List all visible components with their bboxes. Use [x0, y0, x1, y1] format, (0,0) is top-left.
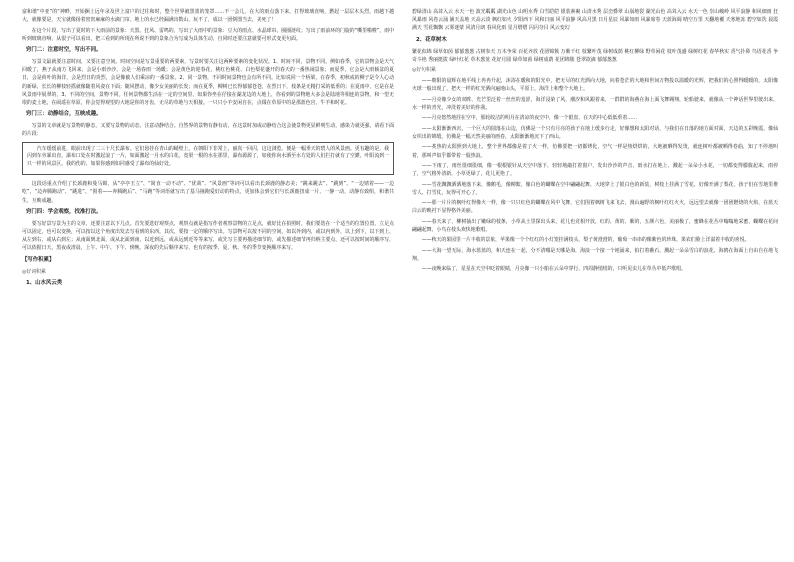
sentence-item: ——大海一望无际，海水蓝蓝的，和天连在一起，分不清哪是天哪是海，海浪一个接一个地涌来，拍打着礁石，溅起一朵朵雪白的浪花，海鸥在海面上自由自在地飞翔。 [412, 247, 778, 262]
right-column [412, 8, 778, 554]
sentence-item: ——月亮像少女的双眸，光芒里泛着一丝丝的羞涩，海洋浸染了风，潮汐和风跟着来，一群群的海燕在海上面飞舞翱翔，轮船驶来，就像从一个神话世界里驶出来，水一样的青光，冲洗着美好的你我。 [412, 96, 778, 111]
sentence-item: ——雪花飘飘洒洒地落下来，像鹅毛，像柳絮，像白色的蝴蝶在空中翩翩起舞，大地穿上了银白色的新装，树枝上挂满了雪花，好像开满了梨花，孩子们在雪地里堆雪人、打雪仗，玩得可开心了。 [412, 181, 778, 196]
sentence-item: ——月亮悠然地挂在空中，那轮皎洁的明月在清凉的夜空中，像一个银盘，在天的中心低低垂着…… [421, 115, 637, 122]
good-words-label: ◎好词积累 [22, 268, 46, 275]
vocab-list: 碧绿清山 高耸入云 水天一色 波光粼粼 湖光山色 山明水秀 白雪皑皑 银装素裹 山清水秀 层峦叠翠 山崩地裂 湖光山色 高耸入云 水天一色 崇山峻岭 风平浪静 和风细雨 狂风暴雨 风卷云涌 铺天盖地 天高云淡 枫红如火 夕阳西下 风和日丽 风平浪静 风高月黑 日月星辰 风暴如雨 风暴席卷 天蓝海阔 晴空万里 天翻地覆 天寒地冻 碧空如洗 晨霞满天 雪花飘飘 云雾迷蒙 风清月朗 春风化雨 星月熠熠 闪闪夺目 风云变幻 [412, 9, 778, 32]
paragraph: 写景文最就要注意时间，又要注意空间。时间空间是写景重要的两要素，写景时要关注这两种要素的变化状况。1、时间不同，景物不同。例如春季，它的景物会是天气回暖了，燕子从南方飞回来，会是小雨沙沙，会是一场春雨一场暖；会是黄色的迎春花，桃红色桃花、白色梨花盛开的春天的一番热闹景象；而夏季，它会是大雨倾盆的夏日，会是荷叶的海洋，会是烈日的炎烈，会是像被人们乘凉的一番景象。2、同一景物，不同时间景物也会有所不同。比如说同一个桥梁，在春季，初秋或的柳子是令人心动的新绿，长长的柳枝轻摇就像随着风姿在下面；随风摆动，像少女美丽的长发；而在夏季，柳树已长得郁郁苍苍，在烈日下，枝条是无精打采的低垂的；在夏雨中，它是在是风景雨中展翠的，3、不同的空间，景物不同。任何景物都生活在一定的空间里，如果你坐在仔接在湖龙边的大地上，你看到的景物地大多会是陆地等相连的景物，和一望无垠的麦土地，在闹遥在草原，你会觉得观望的大地是你的牙齿，无尽的草地与天相接。一只只小羊安闲自在，点缀在草原中的是那蓝色宫，牛羊和时花。 [22, 59, 394, 107]
writing-accumulation-heading: 【写作积累】 [22, 256, 55, 263]
paragraph: 写景的文章就是写景物的静态，又要写景物的动态，注意动静结合。自然界的景物有静有动，在这景时加或动静结合这会使景物更显鲜明生动，感染力就更强，请看下面的片段： [22, 123, 394, 138]
section-heading: 窍门二：注意时空，写出不同。 [26, 47, 102, 53]
sentence-item: ——朝阳的晨辉在地平线上冉冉升起，沐浴在暖和的阳光中，把无尽的红光洒向大地，向着苍茫的大地和世间万物投以温暖的光辉，把我们的心照得暖暖的，太阳像火球一般出现了，把火一样的红光洒向遍地山头，平原上，海洋上和整个大地上。 [412, 78, 778, 93]
sentence-item: ——夜晚来临了，星星在天空中眨着眼睛，月亮像一只小船在云朵中穿行，四周静悄悄的，只听见虫儿在草丛中低声歌唱。 [421, 266, 686, 273]
paragraph: 要写好景写景为主的文章，还要注意以下几点。首先要选好观察点，观察点就是指写作者观察景物的立足点，就好比在拍照时，我们要选在一个适当的位置位置，立足点可以固定，也可以变换，可以按以这个角度出发去写看到的东西。其次，要按一定的顺序写出。写景物可以按不同的空间，如以外到内，或以内到外，以上到下，以下到上，从左到右，或从右到左；从南面到北面，或从北面到南，以近到远，或从远到近等等来写，或先写主要再描述细节的，或先描述细节再归纳主要点，还可以按时间的顺序写，可以依据日天，黑夜或清晨，上午、中午、下午、傍晚、深夜的先后顺序来写，也有的按季，夏、秋、冬的季节变换顺序来写。 [22, 220, 394, 252]
sentence-item: ——那一片片的枫叶红得像火一样，像一只只红色的蝴蝶在风中飞舞，它们围着枫树飞来飞去，漫山遍野的枫叶红红火火，远远望去就像一团团燃烧的火焰，在蓝天白云的映衬下显得格外美丽。 [412, 200, 778, 215]
sentence-item: ——下雨了，雨丝很细很细，像一根根银针从天空中落下，轻轻地敲打着窗户，发出沙沙的声音，雨水打在地上，溅起一朵朵小水花，一切都变得朦胧起来，雨停了，空气格外清新，小草更绿了，花儿更艳了。 [412, 162, 778, 178]
category-heading: 1、山水风云类 [26, 279, 63, 286]
paragraph: 在这个片段，写出了夏时的下大雨前的景象：天黑、狂风、雷鸣的，写出了大雨中的景象：豆大的雨点、水晶球帘、圈圈涟纹；写出了雨前环的门旋的“嘶里啪啦”，雨中听到玻璃直响，从很子可以看出，把三看到的所现在所说不到的景象合为写成为具体生动，自同时还要注意就要可形式变更句面。 [22, 27, 394, 42]
example-box [22, 142, 394, 176]
sentence-item: ——太阳渐渐西沉，一个巨大的圆落在山边，仿佛是一个只有月亮的孩子在地上缓步行走，好像想和太阳对话，与我们在日落的地方面对面，天边的五彩晚霞，像仙女织出的锦缎，仿佛是一幅天然美丽的画卷，太阳渐渐地沉下了西山。 [412, 125, 778, 140]
sentence-item: ——炙热的太阳照到大地上，整个世界都像是着了火一样，仿佛要把一切都烤化，空气一样是热烘烘的，大地被晒得发烫，就连树叶都被晒得卷曲，知了不停地叫着，那叫声似乎都带着一股热浪。 [412, 144, 778, 159]
sentence-item: ——秋天的果园里一片丰收的景象，苹果像一个个红红的小灯笼挂满枝头，梨子黄澄澄的，葡萄一串串的像紫色的珍珠，果农们脸上洋溢着丰收的喜悦。 [421, 237, 750, 244]
section-heading: 窍门四：学会观察，找准打法。 [26, 208, 102, 215]
vocab-list: 繁花似锦 绿草如茵 郁郁葱葱 古树参天 万木争荣 百花齐放 花团锦簇 万紫千红 枝繁叶茂 绿树成荫 桃红柳绿 野草闲花 枝叶茂盛 绿树红花 春华秋实 香气扑鼻 鸟语花香 争奇斗艳 秀丽挺拔 绿叶红花 草木葱茏 花好月圆 绿草如茵 绿树成荫 花团锦簇 苍翠欲滴 郁郁葱葱 [412, 48, 778, 63]
good-sentences-label: ◎好句积累 [412, 67, 436, 74]
example-text: 汽车缓缓前进，眼前出现了二三十尺长瀑布。它们悬挂在青山的峭壁上，在朝阳下非常上，丽真一回闪，这这浏览，便是一幅垂天的碧人的风景画。更有趣的是，我闪到车旁暴出直，瀑布口处在时激起浪了一片，如面激起一月水的白花。宽渠一根的水在那里，瀑布源源了，如使你向水洒至水方处的人们拦打就有了空灌，叶阳流到一只一样的风景区。我的伤的，如果你感到如同感受了瀑布的仙好处。 [27, 145, 389, 168]
intro-paragraph: 富和谐“中亚”的“神畔，开始捆上远年录及世上富户的过往和时，整个世界被黑墨的笼罩……不一会儿，在大的雨点落下来，打得玻璃直响，燃起一层层木头烈。雨越下越大，就像要是，天宝就像扬着密密麻麻的水滴门帘。地上的水已经漏满出数山，玩不了，成以一团倒图当去，美死了！ [22, 9, 394, 24]
category-heading: 2、花草树木 [416, 36, 447, 43]
left-column [22, 8, 394, 554]
sentence-item: ——春天来了，柳树抽出了嫩绿的枝条，小草从土里探出头来，花儿也竞相开放，红的、黄的、紫的，五颜六色，美丽极了，蜜蜂在花丛中嗡嗡地采蜜，蝴蝶在花间翩翩起舞，小鸟在枝头欢快地歌唱。 [412, 218, 778, 233]
paragraph: 这段话重点介绍了长颈鹿和曼马锦，从“亭亭玉立”、“简直一动不动”、“优哉”、“风景画”等词可以看出长颈鹿的静态美；“跳来跳去”、“跳到”、“一边嬉着——一边吃”、“边奔腾跑动”、“跳进”、“围着——奔腾跑后”、“马跑”等词语就写出了基马撞跑爱好动的特点，更加体会到它们与长颈鹿扭成一片，一静一动，动静有致组，和谐共生，互映成趣。 [22, 181, 394, 204]
section-heading: 窍门三：动静结合，互映成趣。 [26, 111, 102, 118]
